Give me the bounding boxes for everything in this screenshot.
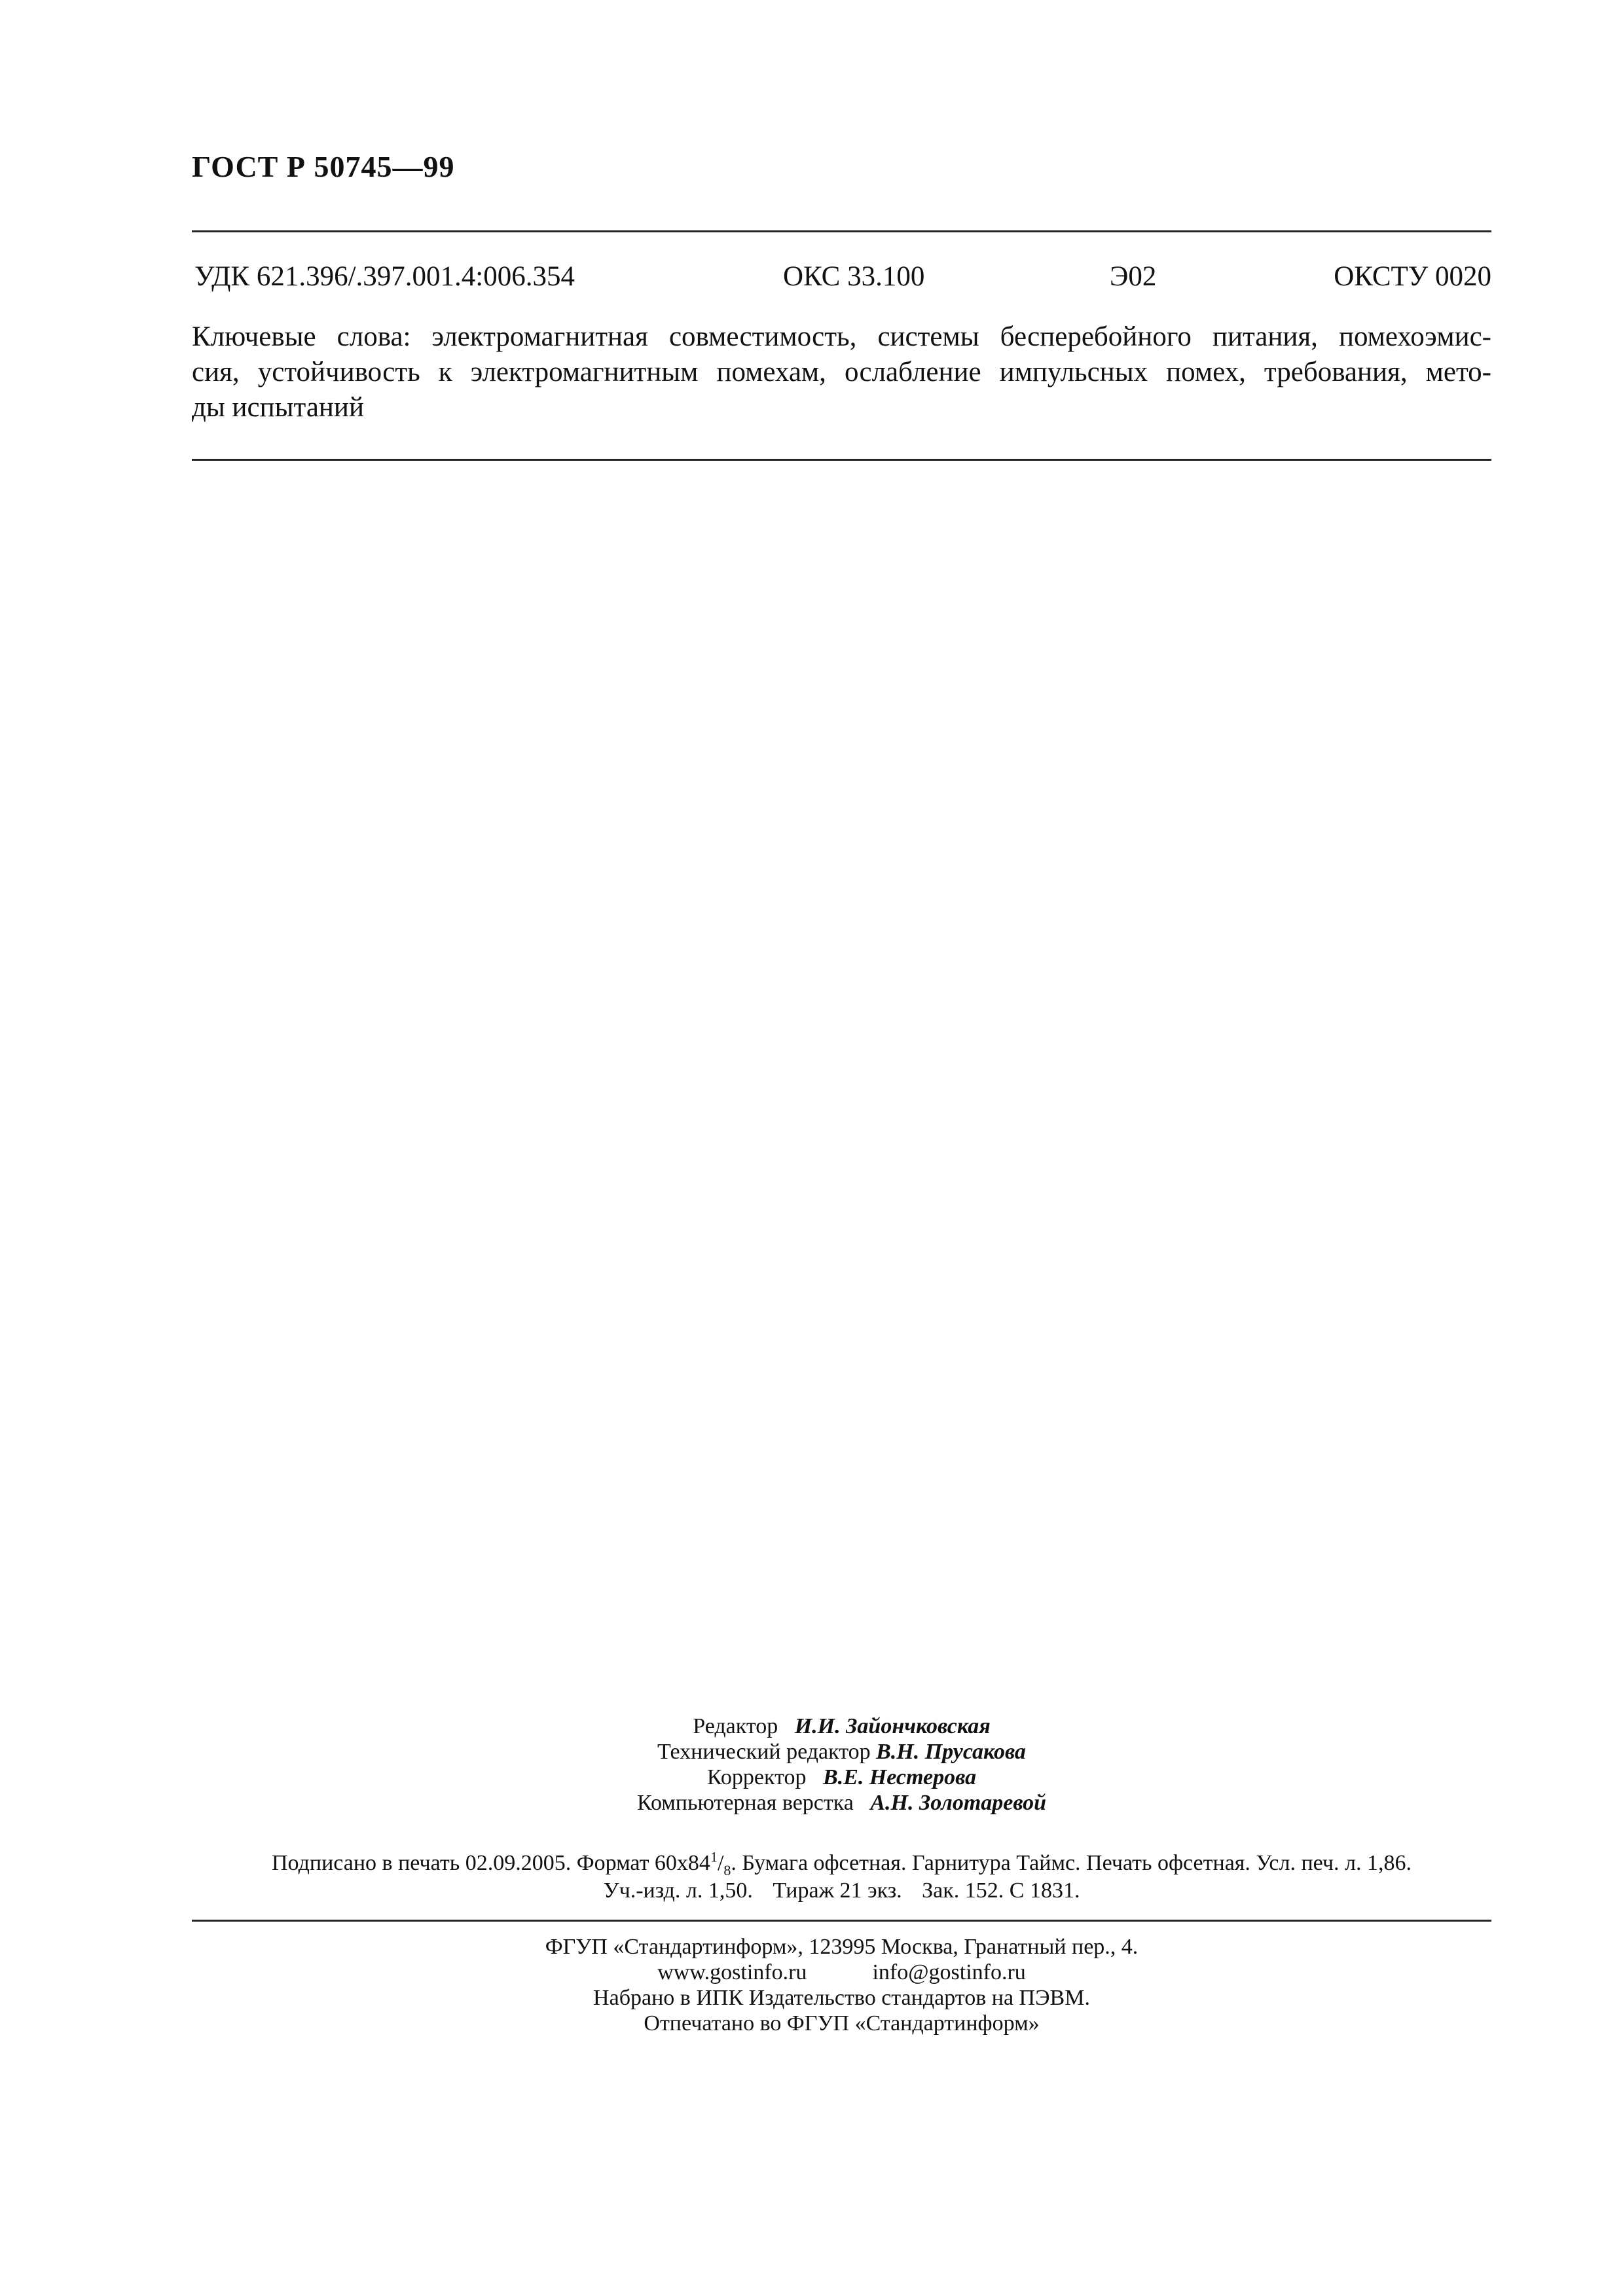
- printing-text: . Бумага офсетная. Гарнитура Таймс. Печать офсетная. Усл. печ. л. 1,86.: [731, 1851, 1412, 1875]
- keywords-paragraph: [192, 319, 1491, 425]
- divider-publisher: [192, 1920, 1491, 1922]
- publisher-contacts: [192, 1960, 1491, 1985]
- credit-editor: [192, 1713, 1491, 1739]
- format-numerator: 1: [710, 1848, 718, 1865]
- publisher-address: ФГУП «Стандартинформ», 123995 Москва, Гранатный пер., 4.: [545, 1935, 1139, 1959]
- printing-text: Подписано в печать 02.09.2005. Формат 60x84: [272, 1851, 710, 1875]
- oks-code: ОКС 33.100: [783, 261, 925, 292]
- format-denominator: 8: [723, 1861, 731, 1878]
- publisher-email-link[interactable]: info@gostinfo.ru: [872, 1960, 1026, 1984]
- credit-name: В.Н. Прусакова: [876, 1740, 1026, 1764]
- standard-code: ГОСТ Р 50745—99: [192, 150, 455, 183]
- keywords-line: сия, устойчивость к электромагнитным помехам, ослабление импульсных помех, требования, мето-: [192, 357, 1491, 387]
- credit-tech-editor: [192, 1739, 1491, 1765]
- print-run: Тираж 21 экз.: [773, 1878, 902, 1903]
- typeset-note: Набрано в ИПК Издательство стандартов на ПЭВМ.: [593, 1986, 1090, 2010]
- printed-note: Отпечатано во ФГУП «Стандартинформ»: [644, 2011, 1040, 2036]
- keywords-line: ды испытаний: [192, 392, 364, 423]
- credits-block: [192, 1713, 1491, 1816]
- credit-label: Корректор: [706, 1765, 807, 1789]
- credit-proofreader: [192, 1765, 1491, 1790]
- printing-line-2: [192, 1877, 1491, 1905]
- keywords-line: Ключевые слова: электромагнитная совместимость, системы бесперебойного питания, помехоэмис-: [192, 321, 1491, 352]
- credit-label: Редактор: [693, 1714, 778, 1738]
- classification-row: [192, 260, 1491, 300]
- order-number: Зак. 152. С 1831.: [922, 1878, 1080, 1903]
- divider-keywords: [192, 459, 1491, 461]
- printing-info: [192, 1850, 1491, 1905]
- publisher-block: [192, 1934, 1491, 2036]
- printing-line-1: [192, 1850, 1491, 1877]
- publisher-website-link[interactable]: www.gostinfo.ru: [657, 1960, 807, 1984]
- group-code: Э02: [1110, 261, 1157, 292]
- format-slash: /: [717, 1851, 724, 1875]
- credit-name: А.Н. Золотаревой: [870, 1791, 1047, 1815]
- edition-sheets: Уч.-изд. л. 1,50.: [603, 1878, 753, 1903]
- divider-top: [192, 230, 1491, 232]
- credit-label: Компьютерная верстка: [636, 1791, 854, 1815]
- udk-code: УДК 621.396/.397.001.4:006.354: [194, 261, 575, 292]
- credit-name: В.Е. Нестерова: [822, 1765, 977, 1789]
- okstu-code: ОКСТУ 0020: [1334, 261, 1491, 292]
- credit-name: И.И. Зайончковская: [794, 1714, 991, 1738]
- credit-label: Технический редактор: [657, 1740, 871, 1764]
- credit-layout: [192, 1790, 1491, 1816]
